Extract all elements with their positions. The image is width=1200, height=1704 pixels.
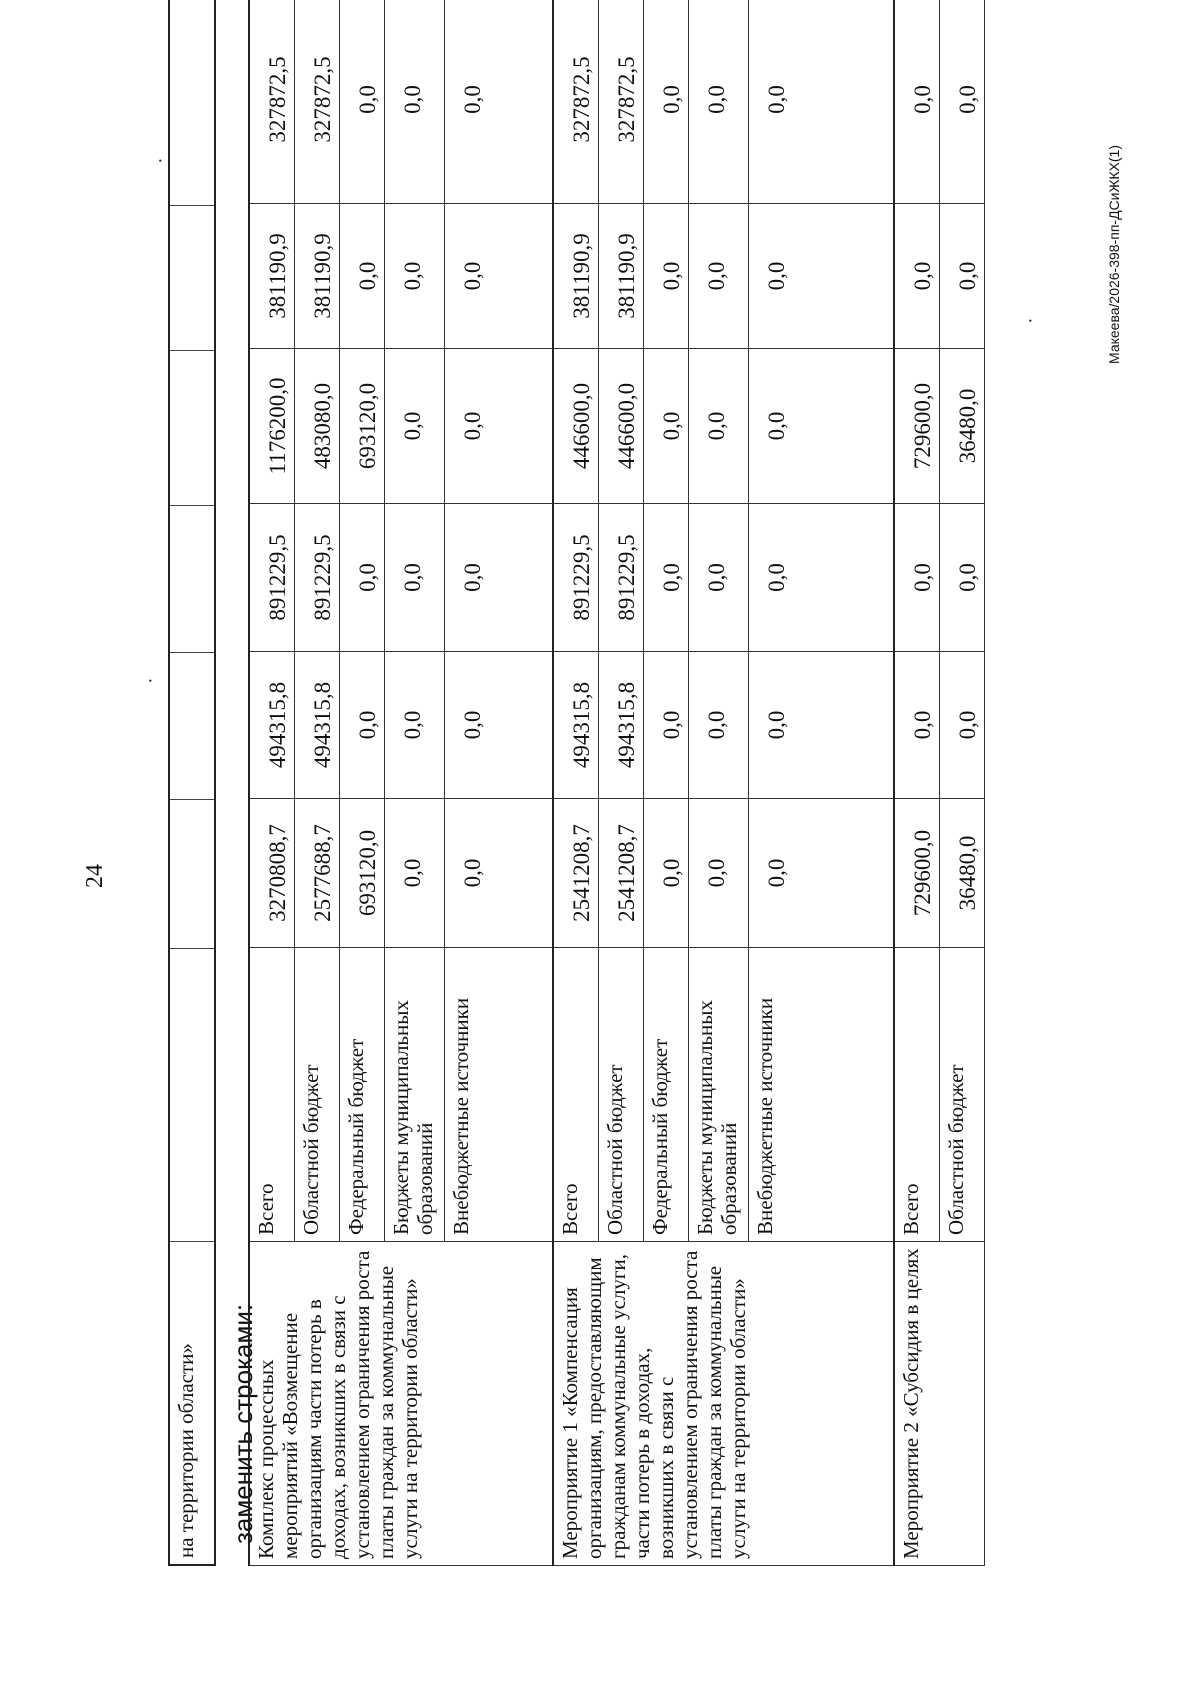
value-cell: 381190,9 [598, 204, 643, 349]
value-cell: 2541208,7 [553, 799, 599, 948]
document-code: Макеева/2026-398-пп-ДСиЖКХ(1) [1106, 144, 1122, 364]
value-cell: 483080,0 [295, 349, 340, 504]
previous-row-cell [170, 205, 214, 350]
previous-row-cell [170, 948, 214, 1241]
value-cell: 0,0 [894, 504, 940, 652]
previous-table-row [168, 0, 216, 1566]
value-cell: 0,0 [445, 349, 553, 504]
value-cell: 0,0 [643, 799, 688, 948]
value-cell: 494315,8 [553, 652, 599, 799]
value-cell: 0,0 [445, 0, 553, 204]
value-cell: 0,0 [688, 204, 748, 349]
value-cell: 0,0 [643, 0, 688, 204]
value-cell: 494315,8 [598, 652, 643, 799]
value-cell: 0,0 [748, 504, 894, 652]
value-cell: 0,0 [385, 652, 445, 799]
value-cell: 693120,0 [340, 799, 385, 948]
value-cell: 327872,5 [553, 0, 599, 204]
value-cell: 327872,5 [295, 0, 340, 204]
value-cell: 729600,0 [894, 349, 940, 504]
value-cell: 0,0 [643, 652, 688, 799]
funding-source-cell: Внебюджетные источники [748, 948, 894, 1242]
value-cell: 0,0 [748, 799, 894, 948]
funding-source-cell: Внебюджетные источники [445, 948, 553, 1242]
value-cell: 0,0 [385, 349, 445, 504]
value-cell: 0,0 [688, 504, 748, 652]
value-cell: 327872,5 [598, 0, 643, 204]
value-cell: 2541208,7 [598, 799, 643, 948]
value-cell: 0,0 [340, 204, 385, 349]
value-cell: 381190,9 [295, 204, 340, 349]
value-cell: 0,0 [385, 504, 445, 652]
scan-speck: · [140, 677, 162, 684]
scan-speck: · [150, 157, 172, 164]
value-cell: 0,0 [445, 799, 553, 948]
funding-source-cell: Всего [249, 948, 295, 1242]
value-cell: 36480,0 [940, 799, 985, 948]
value-cell: 1176200,0 [249, 349, 295, 504]
value-cell: 2577688,7 [295, 799, 340, 948]
value-cell: 0,0 [940, 504, 985, 652]
replace-caption: заменить строками: [228, 1303, 258, 1544]
value-cell: 36480,0 [940, 349, 985, 504]
previous-row-cell [170, 652, 214, 799]
value-cell: 0,0 [688, 349, 748, 504]
value-cell: 891229,5 [295, 504, 340, 652]
value-cell: 381190,9 [249, 204, 295, 349]
value-cell: 0,0 [445, 504, 553, 652]
previous-row-cell [170, 505, 214, 653]
value-cell: 0,0 [940, 204, 985, 349]
value-cell: 0,0 [445, 652, 553, 799]
value-cell: 446600,0 [598, 349, 643, 504]
event-name-cell: Мероприятие 2 «Субсидия в целях [894, 1242, 985, 1566]
funding-source-cell: Федеральный бюджет [340, 948, 385, 1242]
value-cell: 0,0 [643, 504, 688, 652]
value-cell: 0,0 [688, 652, 748, 799]
value-cell: 891229,5 [598, 504, 643, 652]
value-cell: 3270808,7 [249, 799, 295, 948]
value-cell: 0,0 [385, 204, 445, 349]
value-cell: 0,0 [940, 0, 985, 204]
value-cell: 0,0 [894, 0, 940, 204]
value-cell: 0,0 [894, 204, 940, 349]
previous-row-cell [170, 799, 214, 948]
value-cell: 891229,5 [249, 504, 295, 652]
value-cell: 0,0 [340, 652, 385, 799]
funding-source-cell: Всего [894, 948, 940, 1242]
value-cell: 693120,0 [340, 349, 385, 504]
funding-source-cell: Бюджеты муниципальных образований [385, 948, 445, 1242]
value-cell: 0,0 [643, 349, 688, 504]
value-cell: 0,0 [748, 204, 894, 349]
table-row [894, 0, 940, 1566]
value-cell: 0,0 [688, 799, 748, 948]
funding-source-cell: Областной бюджет [940, 948, 985, 1242]
funding-source-cell: Федеральный бюджет [643, 948, 688, 1242]
value-cell: 327872,5 [249, 0, 295, 204]
value-cell: 494315,8 [249, 652, 295, 799]
value-cell: 891229,5 [553, 504, 599, 652]
value-cell: 446600,0 [553, 349, 599, 504]
value-cell: 0,0 [748, 349, 894, 504]
previous-row-cell [170, 0, 214, 205]
value-cell: 0,0 [445, 204, 553, 349]
value-cell: 0,0 [340, 0, 385, 204]
event-name-cell: Мероприятие 1 «Компенсация организациям, предоставляющим гражданам коммунальные услуги, части потерь в доходах, возникших в связи с установлением ограничения роста платы граждан за коммунальные услуги на территории области» [553, 1242, 895, 1566]
table-row [553, 0, 599, 1566]
value-cell: 494315,8 [295, 652, 340, 799]
previous-row-cell [170, 350, 214, 505]
page-number: 24 [82, 864, 108, 888]
funding-source-cell: Бюджеты муниципальных образований [688, 948, 748, 1242]
value-cell: 0,0 [940, 652, 985, 799]
value-cell: 0,0 [385, 799, 445, 948]
previous-row-label: на территории области» [170, 1241, 214, 1564]
event-name-cell: Комплекс процессных мероприятий «Возмещение организациям части потерь в доходах, возникших в связи с установлением ограничения роста платы граждан за коммунальные услуги на территории области» [249, 1242, 553, 1566]
financing-table [248, 0, 985, 1566]
value-cell: 381190,9 [553, 204, 599, 349]
value-cell: 729600,0 [894, 799, 940, 948]
value-cell: 0,0 [688, 0, 748, 204]
value-cell: 0,0 [385, 0, 445, 204]
scan-speck: · [1020, 317, 1042, 324]
value-cell: 0,0 [748, 652, 894, 799]
value-cell: 0,0 [643, 204, 688, 349]
funding-source-cell: Всего [553, 948, 599, 1242]
funding-source-cell: Областной бюджет [598, 948, 643, 1242]
funding-source-cell: Областной бюджет [295, 948, 340, 1242]
value-cell: 0,0 [894, 652, 940, 799]
value-cell: 0,0 [340, 504, 385, 652]
value-cell: 0,0 [748, 0, 894, 204]
table-row [249, 0, 295, 1566]
